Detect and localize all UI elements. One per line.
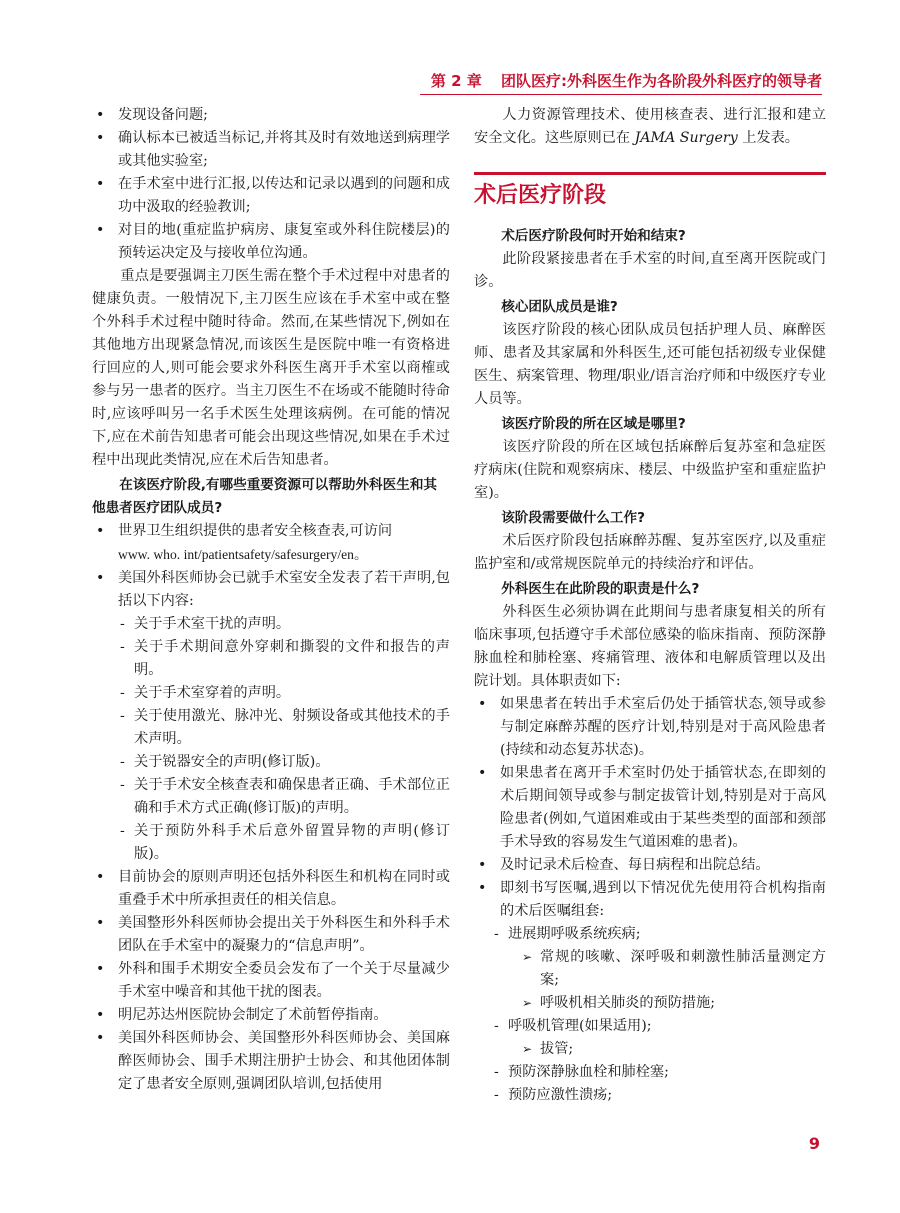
list-item: • 美国外科医师协会、美国整形外科医师协会、美国麻醉医师协会、围手术期注册护士协会、和其他团体制定了患者安全原则,强调团队培训,包括使用 bbox=[92, 1027, 450, 1096]
bullet-list-a bbox=[92, 104, 450, 265]
chapter-number: 第 2 章 bbox=[430, 72, 482, 90]
question-work: 该阶段需要做什么工作? bbox=[501, 510, 646, 526]
list-item: • 如果患者在转出手术室后仍处于插管状态,领导或参与制定麻醉苏醒的医疗计划,特别是对于高风险患者(持续和动态复苏状态)。 bbox=[474, 693, 826, 762]
list-item: • 确认标本已被适当标记,并将其及时有效地送到病理学或其他实验室; bbox=[92, 127, 450, 173]
list-item: • 目前协会的原则声明还包括外科医生和机构在同时或重叠手术中所承担责任的相关信息。 bbox=[92, 866, 450, 912]
list-item-respiratory bbox=[492, 923, 826, 1015]
sublist-text: 拔管; bbox=[540, 1041, 574, 1057]
list-item: - 关于手术室穿着的声明。 bbox=[118, 682, 450, 705]
answer-duties: 外科医生必须协调在此期间与患者康复相关的所有临床事项,包括遵守手术部位感染的临床指南、预防深静脉血栓和肺栓塞、疼痛管理、液体和电解质管理以及出院计划。具体职责如下: bbox=[474, 604, 826, 689]
list-item: • 在手术室中进行汇报,以传达和记录以遇到的问题和成功中汲取的经验教训; bbox=[92, 173, 450, 219]
question-team: 核心团队成员是谁? bbox=[501, 299, 618, 315]
question-resources: 在该医疗阶段,有哪些重要资源可以帮助外科医生和其他患者医疗团队成员? bbox=[92, 477, 438, 516]
list-item: • 外科和围手术期安全委员会发布了一个关于尽量减少手术室中噪音和其他干扰的图表。 bbox=[92, 958, 450, 1004]
arrowhead-icon: ➢ bbox=[522, 950, 533, 964]
journal-name: JAMA Surgery bbox=[634, 130, 738, 146]
who-text: 世界卫生组织提供的患者安全核查表,可访问 bbox=[118, 523, 393, 539]
answer-when: 此阶段紧接患者在手术室的时间,直至离开医院或门诊。 bbox=[474, 251, 826, 290]
left-column bbox=[92, 104, 450, 1096]
list-item: - 关于手术期间意外穿刺和撕裂的文件和报告的声明。 bbox=[118, 636, 450, 682]
list-item-acs bbox=[92, 567, 450, 866]
bullet-list-resources bbox=[92, 520, 450, 1096]
answer-team: 该医疗阶段的核心团队成员包括护理人员、麻醉医师、患者及其家属和外科医生,还可能包括初级专业保健医生、病案管理、物理/职业/语言治疗师和中级医疗专业人员等。 bbox=[474, 322, 826, 407]
running-header bbox=[431, 70, 822, 91]
question-when: 术后医疗阶段何时开始和结束? bbox=[501, 228, 686, 244]
who-url[interactable]: www. who. int/patientsafety/safesurgery/en。 bbox=[118, 547, 368, 562]
section-title: 术后医疗阶段 bbox=[474, 172, 826, 211]
continued-paragraph bbox=[474, 104, 826, 150]
right-column bbox=[474, 104, 826, 1107]
ventilator-sublist bbox=[522, 1038, 826, 1061]
arrowhead-icon: ➢ bbox=[522, 996, 533, 1010]
order-set-list bbox=[492, 923, 826, 1107]
question-duties: 外科医生在此阶段的职责是什么? bbox=[501, 581, 700, 597]
list-item: • 及时记录术后检查、每日病程和出院总结。 bbox=[474, 854, 826, 877]
list-item: • 美国整形外科医师协会提出关于外科医生和外科手术团队在手术室中的凝聚力的“信息声明”。 bbox=[92, 912, 450, 958]
list-item: - 关于手术室干扰的声明。 bbox=[118, 613, 450, 636]
list-item: • 如果患者在离开手术室时仍处于插管状态,在即刻的术后期间领导或参与制定拔管计划,特别是对于高风险患者(例如,气道困难或由于某些类型的面部和颈部手术导致的容易发生气道困难的患者)。 bbox=[474, 762, 826, 854]
question-location: 该医疗阶段的所在区域是哪里? bbox=[501, 416, 686, 432]
arrowhead-icon: ➢ bbox=[522, 1042, 533, 1056]
list-item: • 即刻书写医嘱,遇到以下情况优先使用符合机构指南的术后医嘱组套: bbox=[474, 877, 826, 923]
continued-text-a: 人力资源管理技术、使用核查表、进行汇报和建立安全文化。这些原则已在 bbox=[474, 107, 826, 146]
header-rule bbox=[420, 94, 822, 95]
list-item: - 关于预防外科手术后意外留置异物的声明(修订版)。 bbox=[118, 820, 450, 866]
acs-text: 美国外科医师协会已就手术室安全发表了若干声明,包括以下内容: bbox=[118, 570, 450, 609]
list-item bbox=[522, 1038, 826, 1061]
duties-list bbox=[474, 693, 826, 923]
answer-location: 该医疗阶段的所在区域包括麻醉后复苏室和急症医疗病床(住院和观察病床、楼层、中级监护室和重症监护室)。 bbox=[474, 439, 826, 501]
list-item: - 预防深静脉血栓和肺栓塞; bbox=[492, 1061, 826, 1084]
acs-statement-list bbox=[118, 613, 450, 866]
list-item: • 明尼苏达州医院协会制定了术前暂停指南。 bbox=[92, 1004, 450, 1027]
list-item bbox=[522, 946, 826, 992]
page-number: 9 bbox=[808, 1134, 820, 1153]
list-item: - 关于手术安全核查表和确保患者正确、手术部位正确和手术方式正确(修订版)的声明。 bbox=[118, 774, 450, 820]
sublist-text: 常规的咳嗽、深呼吸和刺激性肺活量测定方案; bbox=[540, 949, 826, 988]
respiratory-sublist bbox=[522, 946, 826, 1015]
list-item: - 关于使用激光、脉冲光、射频设备或其他技术的手术声明。 bbox=[118, 705, 450, 751]
list-item-ventilator bbox=[492, 1015, 826, 1061]
ventilator-text: 呼吸机管理(如果适用); bbox=[508, 1018, 652, 1034]
paragraph-surgeon-responsibility: 重点是要强调主刀医生需在整个手术过程中对患者的健康负责。一般情况下,主刀医生应该在手术室中或在整个外科手术过程中随时待命。然而,在某些情况下,例如在其他地方出现紧急情况,而该医生是医院中唯一有资格进行回应的人,则可能会要求外科医生离开手术室以商榷或参与另一患者的医疗。当主刀医生不在场或不能随时待命时,应该呼叫另一名手术医生处理该病例。在可能的情况下,应在术前告知患者可能会出现这些情况,如果在手术过程中出现此类情况,应在术后告知患者。 bbox=[92, 268, 450, 468]
answer-work: 术后医疗阶段包括麻醉苏醒、复苏室医疗,以及重症监护室和/或常规医院单元的持续治疗和评估。 bbox=[474, 533, 826, 572]
list-item: • 发现设备问题; bbox=[92, 104, 450, 127]
respiratory-text: 进展期呼吸系统疾病; bbox=[508, 926, 641, 942]
list-item-who bbox=[92, 520, 450, 567]
list-item: - 关于锐器安全的声明(修订版)。 bbox=[118, 751, 450, 774]
list-item bbox=[522, 992, 826, 1015]
continued-text-b: 上发表。 bbox=[737, 130, 799, 146]
chapter-title: 团队医疗:外科医生作为各阶段外科医疗的领导者 bbox=[500, 72, 822, 90]
sublist-text: 呼吸机相关肺炎的预防措施; bbox=[540, 995, 716, 1011]
list-item: • 对目的地(重症监护病房、康复室或外科住院楼层)的预转运决定及与接收单位沟通。 bbox=[92, 219, 450, 265]
list-item: - 预防应激性溃疡; bbox=[492, 1084, 826, 1107]
